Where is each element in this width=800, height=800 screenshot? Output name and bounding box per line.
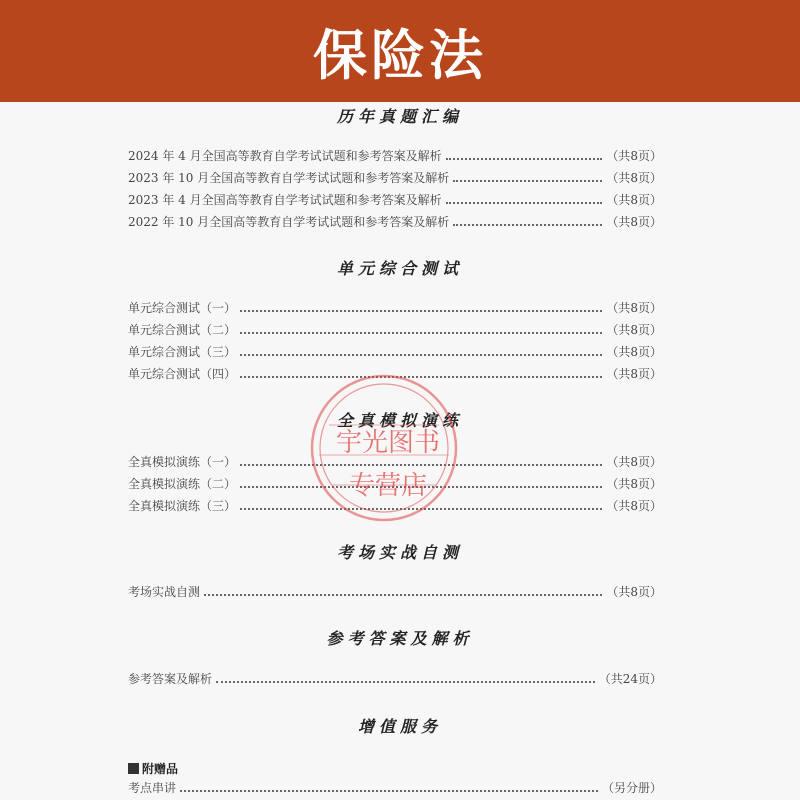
toc-label: 2023 年 10 月全国高等教育自学考试试题和参考答案及解析 xyxy=(128,171,450,185)
section-title-services: 增值服务 xyxy=(357,717,442,736)
toc-label: 单元综合测试（二） xyxy=(128,323,237,337)
toc-label: 全真模拟演练（一） xyxy=(128,455,237,469)
toc-row[interactable] xyxy=(128,318,662,338)
toc-pages: （共8页） xyxy=(606,193,662,207)
toc-row[interactable] xyxy=(128,144,662,164)
section-title-self-test: 考场实战自测 xyxy=(336,543,463,562)
toc-label: 单元综合测试（三） xyxy=(128,345,237,359)
page-title: 保险法 xyxy=(313,23,487,87)
toc-label: 2022 年 10 月全国高等教育自学考试试题和参考答案及解析 xyxy=(128,215,450,229)
toc-label: 单元综合测试（一） xyxy=(128,301,237,315)
toc-label: 考场实战自测 xyxy=(128,585,201,599)
toc-row[interactable] xyxy=(128,776,662,796)
toc-row[interactable] xyxy=(128,580,662,600)
toc-pages: （共8页） xyxy=(606,367,662,381)
section-title-mock: 全真模拟演练 xyxy=(336,411,463,430)
leader-dots xyxy=(216,681,595,683)
toc-row[interactable] xyxy=(128,188,662,208)
title-banner xyxy=(0,0,800,102)
toc-label: 全真模拟演练（三） xyxy=(128,499,237,513)
toc-row[interactable] xyxy=(128,494,662,514)
leader-dots xyxy=(204,594,602,596)
toc-pages: （共24页） xyxy=(598,672,662,686)
toc-pages: （共8页） xyxy=(606,171,662,185)
gift-heading xyxy=(128,759,178,777)
leader-dots xyxy=(446,202,603,204)
toc-pages: （共8页） xyxy=(606,323,662,337)
leader-dots xyxy=(240,508,602,510)
leader-dots xyxy=(453,224,602,226)
square-bullet-icon xyxy=(128,763,139,774)
leader-dots xyxy=(240,486,602,488)
leader-dots xyxy=(240,354,602,356)
toc-pages: （共8页） xyxy=(606,499,662,513)
section-title-unit-tests: 单元综合测试 xyxy=(336,259,463,278)
leader-dots xyxy=(240,332,602,334)
leader-dots xyxy=(180,790,598,792)
toc-row[interactable] xyxy=(128,450,662,470)
toc-pages: （共8页） xyxy=(606,301,662,315)
toc-row[interactable] xyxy=(128,472,662,492)
toc-row[interactable] xyxy=(128,340,662,360)
toc-pages: （共8页） xyxy=(606,149,662,163)
leader-dots xyxy=(446,158,603,160)
toc-label: 考点串讲 xyxy=(128,781,177,795)
leader-dots xyxy=(240,464,602,466)
toc-label: 2023 年 4 月全国高等教育自学考试试题和参考答案及解析 xyxy=(128,193,442,207)
toc-row[interactable] xyxy=(128,362,662,382)
toc-row[interactable] xyxy=(128,166,662,186)
toc-pages: （共8页） xyxy=(606,345,662,359)
leader-dots xyxy=(240,310,602,312)
toc-label: 单元综合测试（四） xyxy=(128,367,237,381)
toc-pages: （共8页） xyxy=(606,455,662,469)
section-title-answers: 参考答案及解析 xyxy=(326,629,474,648)
toc-row[interactable] xyxy=(128,296,662,316)
gift-label: 附赠品 xyxy=(142,761,179,776)
stamp-text-line2: 专营店 xyxy=(348,471,427,501)
leader-dots xyxy=(453,180,602,182)
toc-label: 2024 年 4 月全国高等教育自学考试试题和参考答案及解析 xyxy=(128,149,442,163)
leader-dots xyxy=(240,376,602,378)
section-title-exams: 历年真题汇编 xyxy=(336,107,463,126)
toc-pages: （共8页） xyxy=(606,477,662,491)
toc-row[interactable] xyxy=(128,667,662,687)
toc-row[interactable] xyxy=(128,210,662,230)
toc-pages: （共8页） xyxy=(606,215,662,229)
toc-label: 全真模拟演练（二） xyxy=(128,477,237,491)
toc-label: 参考答案及解析 xyxy=(128,672,213,686)
stamp-text-line1: 宇光图书 xyxy=(335,428,440,458)
toc-pages: （另分册） xyxy=(601,781,662,795)
toc-pages: （共8页） xyxy=(606,585,662,599)
